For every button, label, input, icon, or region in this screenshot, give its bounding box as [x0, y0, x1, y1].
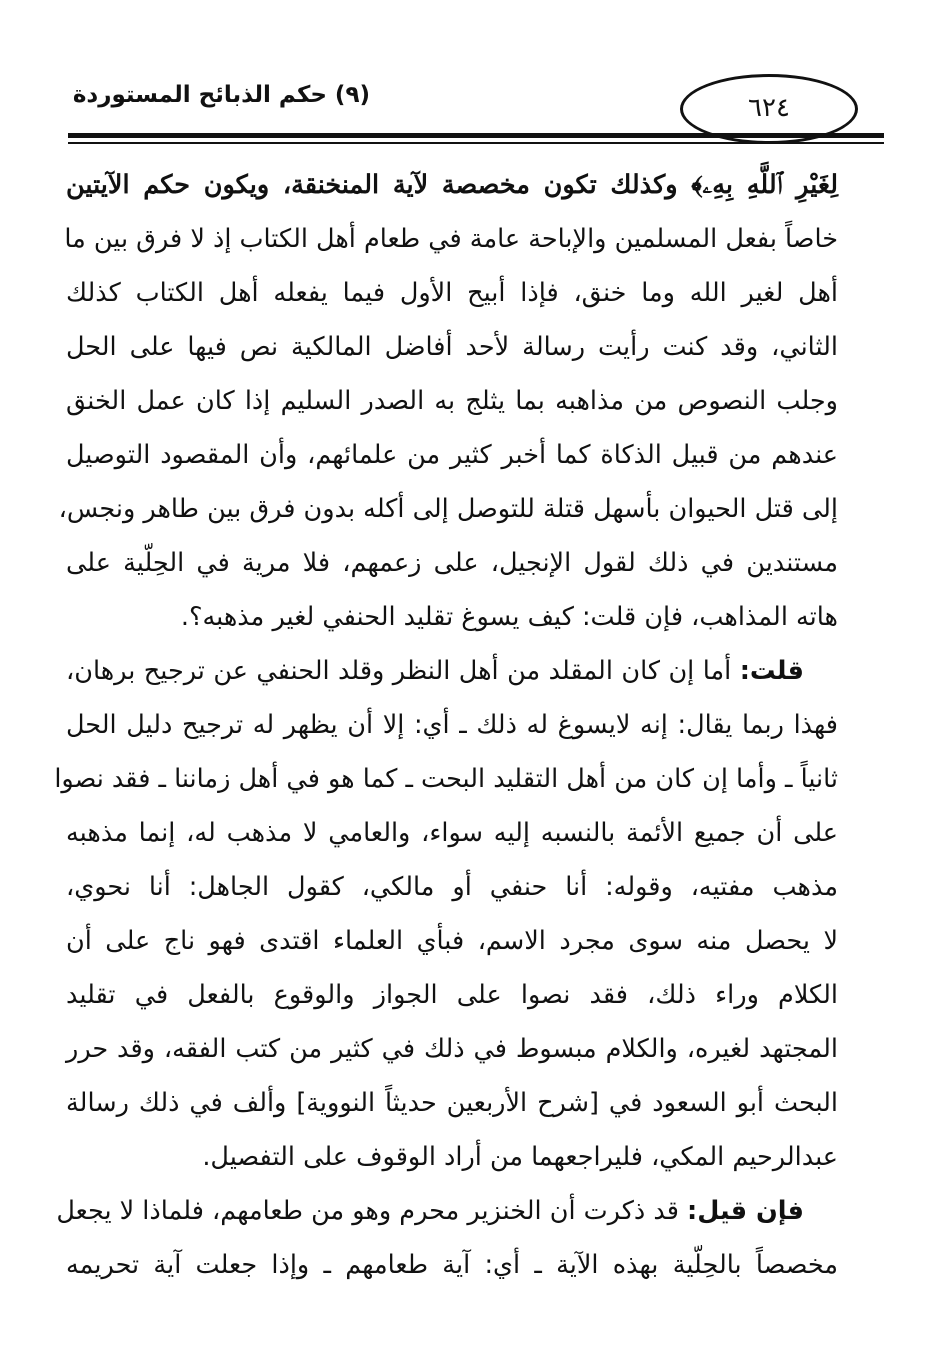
text-line-13 — [66, 806, 838, 860]
line-text: هاته المذاهب، فإن قلت: كيف يسوغ تقليد الحنفي لغير مذهبه؟. — [180, 602, 838, 632]
body-text — [54, 158, 838, 1292]
line-text: قد ذكرت أن الخنزير محرم وهو من طعامهم، فلماذا لا يجعل — [56, 1196, 688, 1226]
line-text: عبدالرحيم المكي، فليراجعهما من أراد الوقوف على التفصيل. — [202, 1142, 838, 1172]
text-line-10 — [66, 644, 838, 698]
line-text: الكلام وراء ذلك، فقد نصوا على الجواز والوقوع بالفعل في تقليد — [66, 980, 838, 1010]
text-line-19 — [66, 1130, 838, 1184]
text-line-18 — [66, 1076, 838, 1130]
line-text: البحث أبو السعود في [شرح الأربعين حديثاً النووية] وألف في ذلك رسالة — [66, 1088, 838, 1118]
line-text: الثاني، وقد كنت رأيت رسالة لأحد أفاضل المالكية نص فيها على الحل — [66, 332, 838, 362]
line-text: لا يحصل منه سوى مجرد الاسم، فبأي العلماء اقتدى فهو ناج على أن — [66, 926, 838, 956]
line-text: مذهب مفتيه، وقوله: أنا حنفي أو مالكي، كقول الجاهل: أنا نحوي، — [66, 872, 838, 902]
line-text: إلى قتل الحيوان بأسهل قتلة للتوصل إلى أكله بدون فرق بين طاهر ونجس، — [58, 494, 838, 524]
line-text: مستندين في ذلك لقول الإنجيل، على زعمهم، فلا مرية في الحِلّية على — [66, 548, 838, 578]
text-line-16 — [66, 968, 838, 1022]
text-line-7 — [58, 482, 838, 536]
page-header — [0, 0, 947, 150]
line-text: وجلب النصوص من مذاهبه بما يثلج به الصدر السليم إذا كان عمل الخنق — [66, 386, 838, 416]
paragraph-lead: قلت: — [739, 656, 804, 686]
text-line-8 — [66, 536, 838, 590]
text-line-3 — [66, 266, 838, 320]
paragraph-lead: فإن قيل: — [687, 1196, 804, 1226]
header-rule-thick — [68, 133, 884, 138]
text-line-15 — [66, 914, 838, 968]
text-line-2 — [66, 212, 838, 266]
line-text: فهذا ربما يقال: إنه لايسوغ له ذلك ـ أي: إلا أن يظهر له ترجيح دليل الحل — [66, 710, 838, 740]
line-text: أما إن كان المقلد من أهل النظر وقلد الحنفي عن ترجيح برهان، — [66, 656, 740, 686]
text-line-11 — [66, 698, 838, 752]
text-line-17 — [66, 1022, 838, 1076]
text-line-9 — [66, 590, 838, 644]
line-text: عندهم من قبيل الذكاة كما أخبر كثير من علمائهم، وأن المقصود التوصيل — [66, 440, 838, 470]
text-line-5 — [66, 374, 838, 428]
text-line-20 — [56, 1184, 838, 1238]
line-text: على أن جميع الأئمة بالنسبه إليه سواء، والعامي لا مذهب له، إنما مذهبه — [66, 818, 838, 848]
page-number: ٦٢٤ — [748, 93, 790, 123]
text-line-4 — [66, 320, 838, 374]
text-line-21 — [66, 1238, 838, 1292]
line-text: مخصصاً بالحِلّية بهذه الآية ـ أي: آية طعامهم ـ وإذا جعلت آية تحريمه — [66, 1250, 838, 1280]
line-text: ثانياً ـ وأما إن كان من أهل التقليد البحت ـ كما هو في أهل زماننا ـ فقد نصوا — [54, 764, 838, 794]
line-text: المجتهد لغيره، والكلام مبسوط في ذلك في كثير من كتب الفقه، وقد حرر — [66, 1034, 838, 1064]
running-title: (٩) حكم الذبائح المستوردة — [72, 82, 370, 108]
text-line-14 — [66, 860, 838, 914]
text-line-1 — [66, 158, 838, 212]
text-line-12 — [54, 752, 838, 806]
line-text: خاصاً بفعل المسلمين والإباحة عامة في طعام أهل الكتاب إذ لا فرق بين ما — [64, 224, 838, 254]
header-rule-thin — [68, 142, 884, 144]
text-line-6 — [66, 428, 838, 482]
line-text: أهل لغير الله وما خنق، فإذا أبيح الأول فيما يفعله أهل الكتاب كذلك — [66, 278, 838, 308]
line-text: لِغَيْرِ ٱللَّهِ بِهِۦ﴾ وكذلك تكون مخصصة لآية المنخنقة، ويكون حكم الآيتين — [66, 170, 838, 200]
